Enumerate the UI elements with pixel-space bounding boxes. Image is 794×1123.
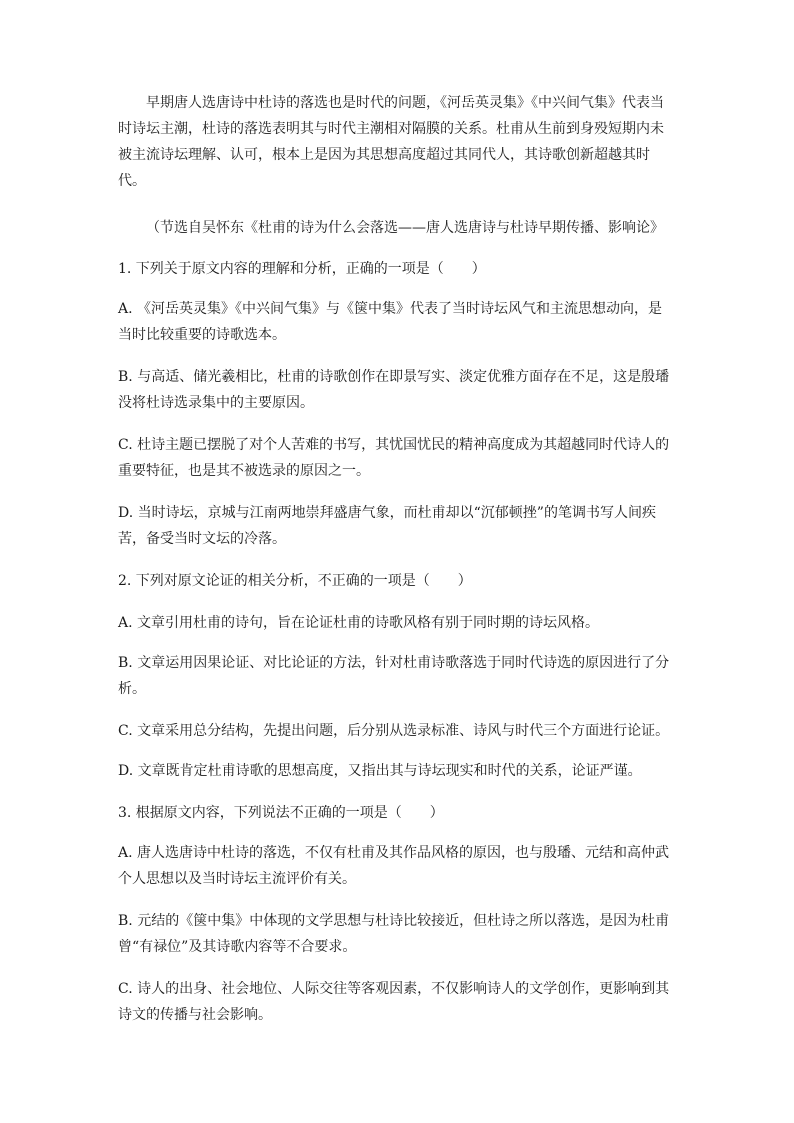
option-line: 诗文的传播与社会影响。 (118, 1007, 272, 1023)
option-line: A. 唐人选唐诗中杜诗的落选，不仅有杜甫及其作品风格的原因，也与殷璠、元结和高仲武 (118, 845, 670, 861)
option-2a (118, 610, 674, 636)
source-citation: （节选自吴怀东《杜甫的诗为什么会落选——唐人选唐诗与杜诗早期传播、影响论》 (146, 220, 664, 236)
passage-line: 代。 (118, 173, 146, 189)
option-line: A. 《河岳英灵集》《中兴间气集》与《箧中集》代表了当时诗坛风气和主流思想动向，是 (118, 301, 663, 317)
passage-line: 时诗坛主潮，杜诗的落选表明其与时代主潮相对隔膜的关系。杜甫从生前到身殁短期内未 (118, 121, 664, 137)
option-line: 析。 (118, 681, 146, 697)
option-3c (118, 976, 674, 1028)
option-line: C. 诗人的出身、社会地位、人际交往等客观因素，不仅影响诗人的文学创作，更影响到其 (118, 981, 670, 997)
option-1d (118, 500, 674, 552)
question-stem: 1. 下列关于原文内容的理解和分析，正确的一项是（ ） (118, 261, 486, 277)
option-1a (118, 296, 674, 348)
option-2c (118, 718, 674, 744)
option-line: 没将杜诗选录集中的主要原因。 (118, 395, 314, 411)
passage-line: 被主流诗坛理解、认可，根本上是因为其思想高度超过其同代人，其诗歌创新超越其时 (118, 147, 650, 163)
option-line: B. 元结的《箧中集》中体现的文学思想与杜诗比较接近，但杜诗之所以落选，是因为杜甫 (118, 913, 670, 929)
question-stem: 2. 下列对原文论证的相关分析，不正确的一项是（ ） (118, 573, 472, 589)
option-line: C. 文章采用总分结构，先提出问题，后分别从选录标准、诗风与时代三个方面进行论证。 (118, 723, 670, 739)
option-line: A. 文章引用杜甫的诗句，旨在论证杜甫的诗歌风格有别于同时期的诗坛风格。 (118, 615, 600, 631)
option-line: D. 文章既肯定杜甫诗歌的思想高度，又指出其与诗坛现实和时代的关系，论证严谨。 (118, 763, 642, 779)
option-line: 苦，备受当时文坛的冷落。 (118, 531, 286, 547)
passage-line: 早期唐人选唐诗中杜诗的落选也是时代的问题，《河岳英灵集》《中兴间气集》代表当 (146, 95, 664, 111)
option-line: C. 杜诗主题已摆脱了对个人苦难的书写，其忧国忧民的精神高度成为其超越同时代诗人的 (118, 437, 670, 453)
passage-paragraph (118, 90, 674, 194)
option-line: 当时比较重要的诗歌选本。 (118, 327, 286, 343)
option-line: D. 当时诗坛，京城与江南两地崇拜盛唐气象，而杜甫却以“沉郁顿挫”的笔调书写人间疾 (118, 505, 656, 521)
option-3a (118, 840, 674, 892)
option-1b (118, 364, 674, 416)
option-2b (118, 650, 674, 702)
option-line: B. 与高适、储光羲相比，杜甫的诗歌创作在即景写实、淡定优雅方面存在不足，这是殷璠 (118, 369, 670, 385)
option-2d (118, 758, 674, 784)
option-line: B. 文章运用因果论证、对比论证的方法，针对杜甫诗歌落选于同时代诗选的原因进行了分 (118, 655, 670, 671)
option-1c (118, 432, 674, 484)
option-line: 曾“有禄位”及其诗歌内容等不合要求。 (118, 939, 357, 955)
option-line: 个人思想以及当时诗坛主流评价有关。 (118, 871, 356, 887)
option-3b (118, 908, 674, 960)
option-line: 重要特征，也是其不被选录的原因之一。 (118, 463, 370, 479)
question-stem: 3. 根据原文内容，下列说法不正确的一项是（ ） (118, 805, 444, 821)
